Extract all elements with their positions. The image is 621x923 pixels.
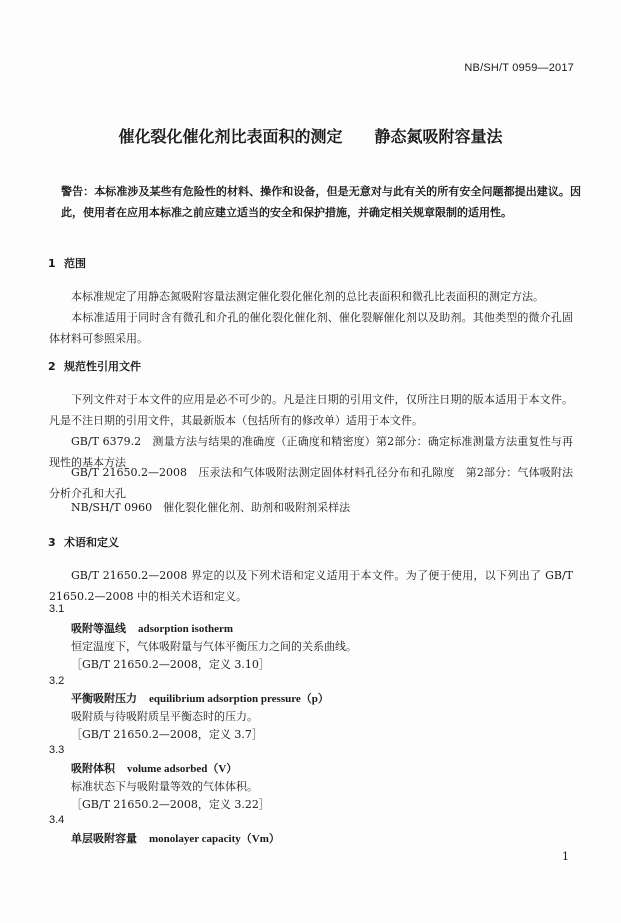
term-heading	[71, 690, 329, 706]
references-intro	[49, 389, 573, 431]
section-heading-terms	[48, 534, 119, 550]
section-number: 3	[48, 536, 56, 549]
scope-text-2: 本标准适用于同时含有微孔和介孔的催化裂化催化剂、催化裂解催化剂以及助剂。其他类型的微介孔固体材料可参照采用。	[49, 311, 573, 345]
terms-intro-text: GB/T 21650.2—2008 界定的以及下列术语和定义适用于本文件。为了便于使用，以下列出了 GB/T 21650.2—2008 中的相关术语和定义。	[49, 569, 573, 603]
references-intro-text: 下列文件对于本文件的应用是必不可少的。凡是注日期的引用文件，仅所注日期的版本适用于本文件。凡是不注日期的引用文件，其最新版本（包括所有的修改单）适用于本文件。	[49, 393, 573, 427]
term-heading	[71, 830, 280, 846]
section-number: 2	[48, 360, 56, 373]
term-number: 3.2	[49, 675, 65, 687]
section-heading-references	[48, 358, 141, 374]
term-en: equilibrium adsorption pressure（p）	[149, 693, 329, 705]
reference-item	[49, 497, 573, 518]
reference-text: GB/T 21650.2—2008 压汞法和气体吸附法测定固体材料孔径分布和孔隙度 第2部分：气体吸附法分析介孔和大孔	[49, 466, 573, 500]
safety-warning: 警告：本标准涉及某些有危险性的材料、操作和设备，但是无意对与此有关的所有安全问题都提出建议。因此，使用者在应用本标准之前应建立适当的安全和保护措施，并确定相关规章限制的适用性。	[61, 185, 581, 219]
term-definition: 标准状态下与吸附量等效的气体体积。	[71, 780, 258, 793]
scope-paragraph-1	[49, 286, 573, 307]
term-en: volume adsorbed（V）	[127, 763, 238, 775]
term-source: ［GB/T 21650.2—2008，定义 3.22］	[71, 798, 270, 811]
section-number: 1	[48, 257, 56, 270]
term-heading	[71, 760, 237, 776]
term-number: 3.1	[49, 603, 65, 615]
term-zh: 吸附等温线	[71, 622, 126, 635]
term-zh: 吸附体积	[71, 762, 115, 775]
term-zh: 单层吸附容量	[71, 832, 137, 845]
scope-paragraph-2	[49, 307, 573, 349]
term-definition: 吸附质与待吸附质呈平衡态时的压力。	[71, 710, 258, 723]
section-heading-scope	[48, 255, 86, 271]
page-number: 1	[562, 850, 569, 863]
reference-text: GB/T 6379.2 测量方法与结果的准确度（正确度和精密度）第2部分：确定标准测量方法重复性与再现性的基本方法	[49, 435, 573, 469]
term-heading	[71, 620, 233, 636]
reference-text: NB/SH/T 0960 催化裂化催化剂、助剂和吸附剂采样法	[71, 501, 351, 514]
section-title: 范围	[64, 257, 86, 270]
term-zh: 平衡吸附压力	[71, 692, 137, 705]
term-source: ［GB/T 21650.2—2008，定义 3.10］	[71, 658, 270, 671]
section-title: 术语和定义	[64, 536, 119, 549]
term-source: ［GB/T 21650.2—2008，定义 3.7］	[71, 728, 263, 741]
term-number: 3.4	[49, 814, 65, 826]
term-en: adsorption isotherm	[138, 623, 234, 635]
terms-intro	[49, 565, 573, 607]
section-title: 规范性引用文件	[64, 360, 141, 373]
document-title: 催化裂化催化剂比表面积的测定 静态氮吸附容量法	[118, 127, 503, 146]
term-number: 3.3	[49, 744, 65, 756]
standard-code: NB/SH/T 0959—2017	[464, 62, 574, 74]
term-en: monolayer capacity（Vm）	[149, 833, 280, 845]
scope-text-1: 本标准规定了用静态氮吸附容量法测定催化裂化催化剂的总比表面积和微孔比表面积的测定方法。	[71, 290, 544, 303]
term-definition: 恒定温度下，气体吸附量与气体平衡压力之间的关系曲线。	[71, 640, 357, 653]
